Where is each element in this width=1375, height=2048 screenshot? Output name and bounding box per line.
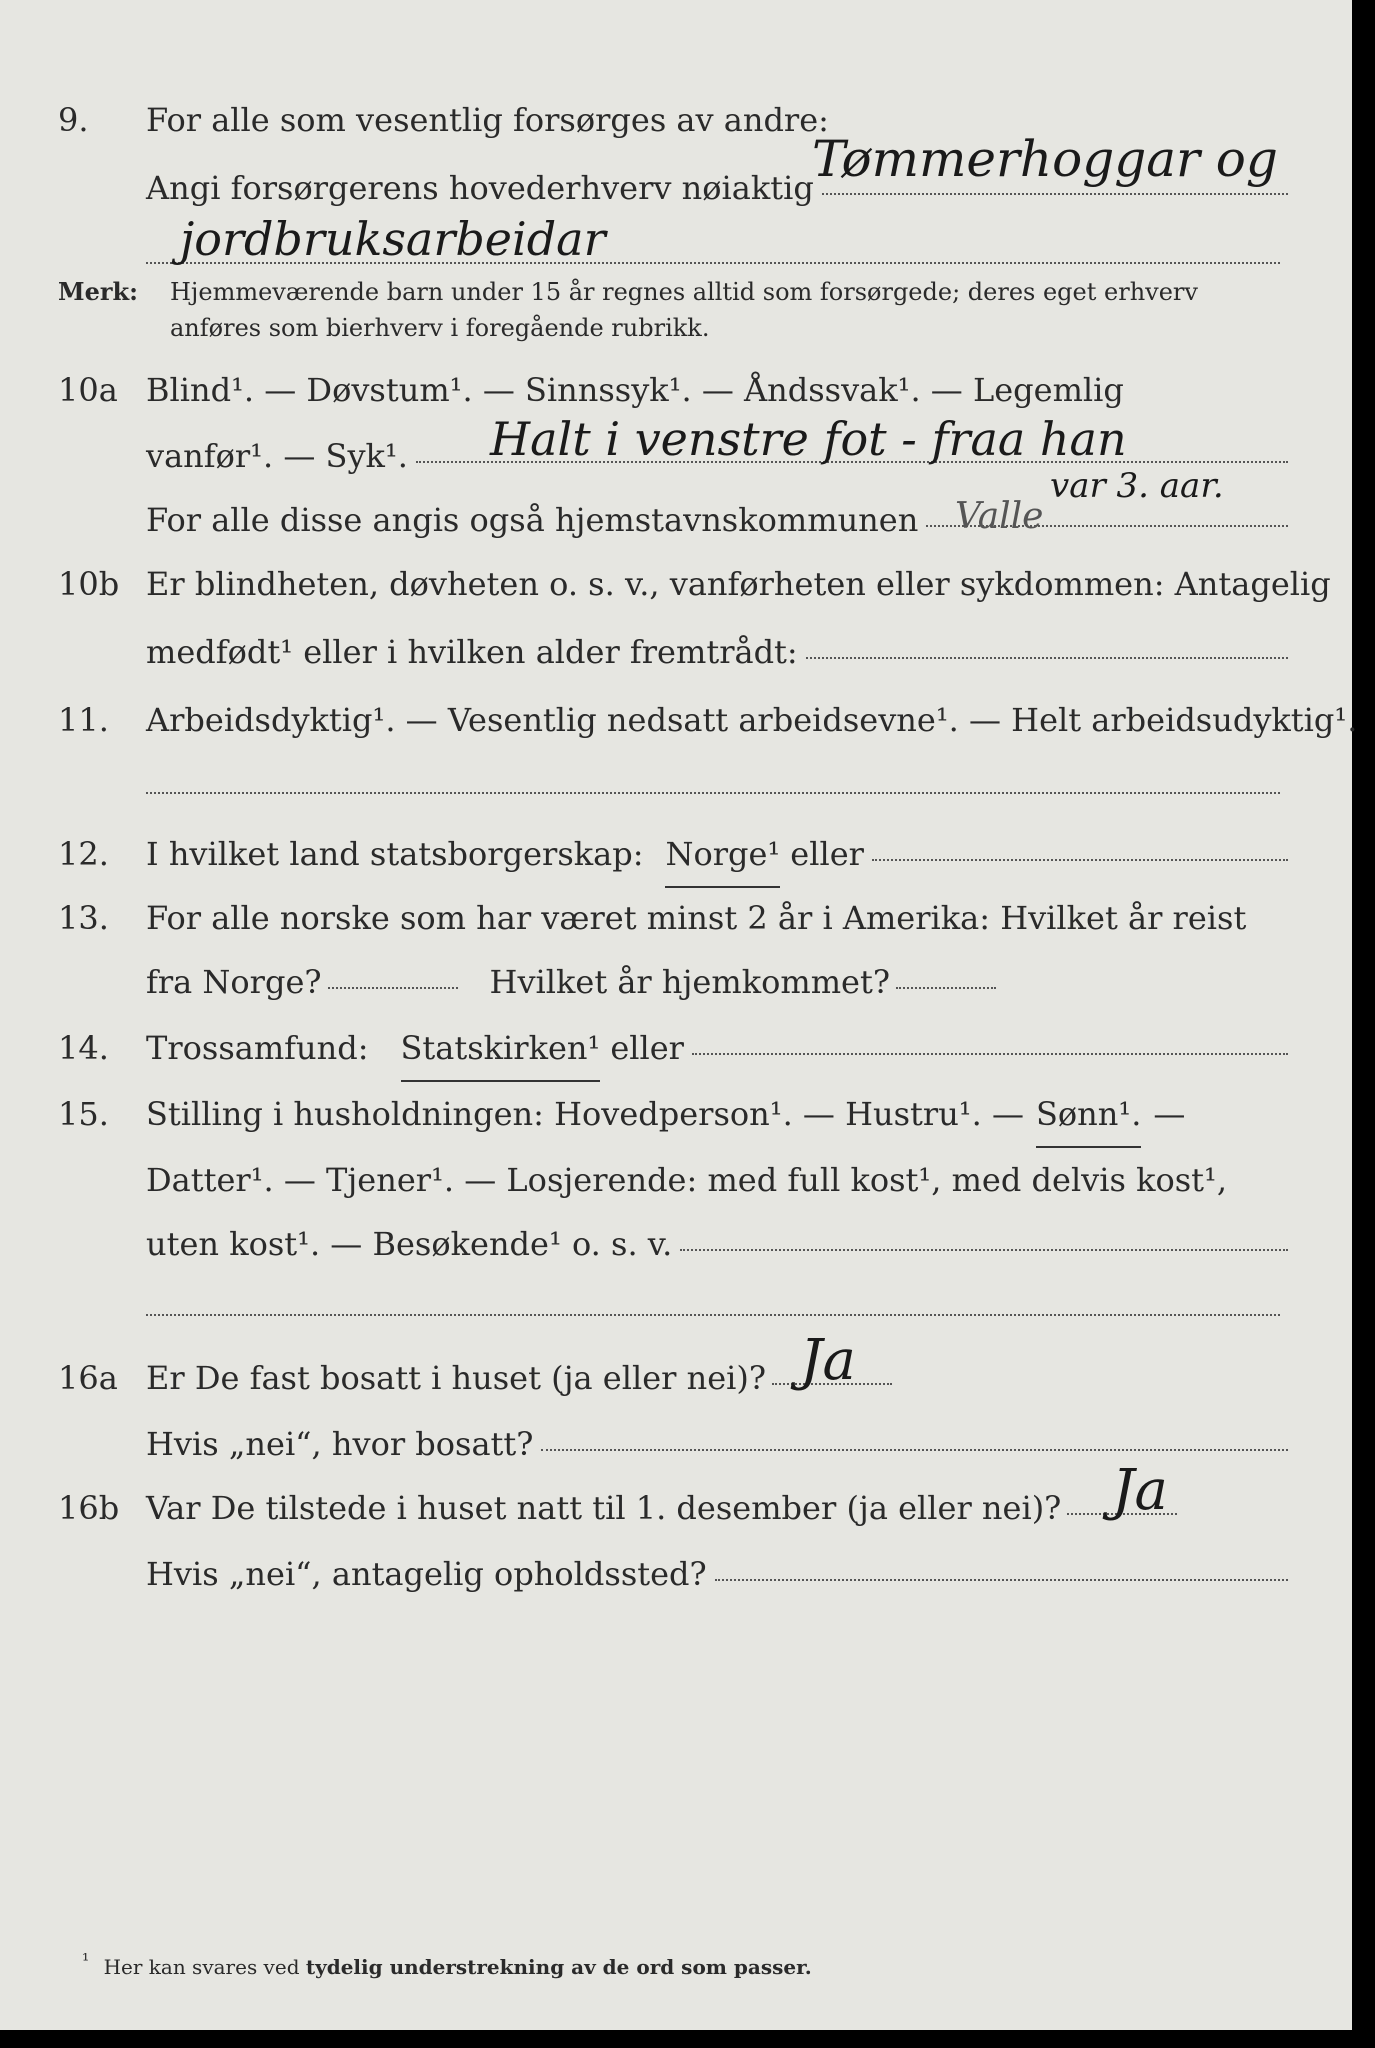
q16a-where-line [541, 1449, 1288, 1451]
q16a-handwritten-answer: Ja [800, 1328, 856, 1393]
q15-line1 [0, 1082, 1352, 1146]
q14-statskirken-underlined: Statskirken¹ [401, 1016, 601, 1082]
q13-line2 [0, 950, 1352, 1014]
q10b-question-2: medfødt¹ eller i hvilken alder fremtrådt: [146, 633, 798, 671]
q16b-handwritten-answer: Ja [1112, 1458, 1168, 1523]
q12-question: I hvilket land statsborgerskap: [146, 835, 644, 873]
q16b-line2 [0, 1542, 1352, 1606]
q16a-number: 16a [58, 1359, 118, 1397]
q14-eller: eller [610, 1029, 684, 1067]
q12-line1 [0, 822, 1352, 886]
q14-question: Trossamfund: [146, 1029, 369, 1067]
merk-label: Merk: [58, 277, 138, 306]
q12-answer-line [872, 859, 1288, 861]
q15-options: Stilling i husholdningen: Hovedperson¹. — Hustru¹. — [146, 1095, 1024, 1133]
footnote-bold-text: tydelig understrekning av de ord som passer. [305, 1955, 812, 1979]
q15-answer-line [680, 1249, 1288, 1251]
q10b-line2 [0, 620, 1352, 684]
q15-answer-line-2 [146, 1314, 1280, 1316]
q14-number: 14. [58, 1029, 109, 1067]
footnote-mark: ¹ [82, 1950, 90, 1972]
q13-emigrated-label: fra Norge? [146, 963, 322, 1001]
q14-answer-line [692, 1053, 1288, 1055]
q11-options: Arbeidsdyktig¹. — Vesentlig nedsatt arbeidsevne¹. — Helt arbeidsudyktig¹. [146, 701, 1358, 739]
q9-number: 9. [58, 101, 89, 139]
q16b-number: 16b [58, 1489, 120, 1527]
q15-line3 [0, 1212, 1352, 1276]
q12-norge-underlined: Norge¹ [665, 822, 780, 888]
q12-number: 12. [58, 835, 109, 873]
q10b-answer-line [806, 657, 1288, 659]
q13-number: 13. [58, 899, 109, 937]
q10a-handwritten-condition-2: var 3. aar. [1050, 466, 1224, 506]
q9-answer-line [822, 193, 1288, 195]
q16b-whereabouts-label: Hvis „nei“, antagelig opholdssted? [146, 1555, 707, 1593]
q16b-whereabouts-line [715, 1579, 1288, 1581]
q15-line2 [0, 1148, 1352, 1212]
q10a-options: Blind¹. — Døvstum¹. — Sinnssyk¹. — Åndssvak¹. — Legemlig [146, 371, 1124, 409]
merk-note [58, 274, 1288, 346]
footnote-text: Her kan svares ved [103, 1955, 300, 1979]
q16a-where-label: Hvis „nei“, hvor bosatt? [146, 1425, 534, 1463]
footnote [82, 1950, 812, 1979]
q16b-question: Var De tilstede i huset natt til 1. desember (ja eller nei)? [146, 1489, 1062, 1527]
q11-number: 11. [58, 701, 109, 739]
q15-sonn-underlined: Sønn¹. [1036, 1082, 1141, 1148]
q11-answer-line [146, 792, 1280, 794]
merk-line1: Hjemmeværende barn under 15 år regnes alltid som forsørgede; deres eget erhverv [170, 278, 1198, 306]
q9-handwritten-occupation: Tømmerhoggar og [812, 130, 1278, 188]
q13-returned-label: Hvilket år hjemkommet? [489, 963, 890, 1001]
q13-returned-line [896, 987, 996, 989]
q15-dash: — [1153, 1095, 1186, 1133]
q9-question: For alle som vesentlig forsørges av andre: [146, 101, 829, 139]
q14-line1 [0, 1016, 1352, 1080]
q11-line1 [0, 688, 1358, 752]
q10a-handwritten-condition: Halt i venstre fot - fraa han [490, 412, 1127, 466]
q15-options-3: uten kost¹. — Besøkende¹ o. s. v. [146, 1225, 673, 1263]
q10b-number: 10b [58, 565, 120, 603]
q10a-options-2: vanfør¹. — Syk¹. [146, 437, 408, 475]
merk-line2: anføres som bierhverv i foregående rubrikk. [170, 314, 710, 342]
q10a-home-municipality-label: For alle disse angis også hjemstavnskommunen [146, 501, 919, 539]
q16a-line1 [0, 1346, 1352, 1410]
q16a-question: Er De fast bosatt i huset (ja eller nei)? [146, 1359, 767, 1397]
q13-line1 [0, 886, 1352, 950]
q12-eller: eller [790, 835, 864, 873]
q10b-question: Er blindheten, døvheten o. s. v., vanførheten eller sykdommen: Antagelig [146, 565, 1331, 603]
q15-options-2: Datter¹. — Tjener¹. — Losjerende: med full kost¹, med delvis kost¹, [146, 1161, 1228, 1199]
q10a-number: 10a [58, 371, 118, 409]
q9-provider-label: Angi forsørgerens hovederhverv nøiaktig [146, 169, 814, 207]
q13-emigrated-line [328, 987, 458, 989]
q13-question: For alle norske som har været minst 2 år i Amerika: Hvilket år reist [146, 899, 1247, 937]
q10b-line1 [0, 552, 1352, 616]
q15-number: 15. [58, 1095, 109, 1133]
q10a-handwritten-municipality: Valle [955, 496, 1044, 537]
q10a-line3 [0, 488, 1352, 552]
q9-handwritten-occupation-2: jordbruksarbeidar [180, 212, 606, 266]
